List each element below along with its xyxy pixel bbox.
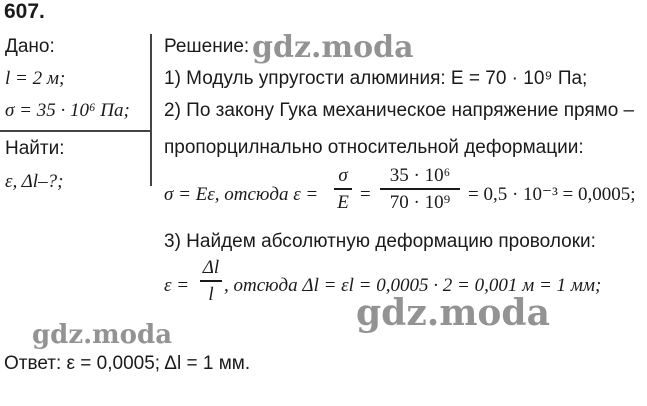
formula-2-right: , отсюда Δl = εl = 0,0005 · 2 = 0,001 м = 1 мм; xyxy=(224,275,602,296)
formula-1-fraction-2-numerator: 35 · 10⁶ xyxy=(389,165,451,186)
formula-1-fraction-1 xyxy=(334,166,352,212)
formula-1-right: = 0,5 · 10⁻³ = 0,0005; xyxy=(468,184,636,205)
solution-step-2-line-1: 2) По закону Гука механическое напряжение прямо – xyxy=(164,100,635,121)
watermark-logo: gdz.moda xyxy=(252,30,414,65)
formula-1-equals: = xyxy=(360,184,371,205)
formula-1-fraction-1-denominator: E xyxy=(337,191,349,213)
given-heading: Дано: xyxy=(5,36,55,57)
solution-heading: Решение: xyxy=(164,36,250,57)
formula-2-fraction-denominator: l xyxy=(208,283,214,305)
solution-step-3: 3) Найдем абсолютную деформацию проволоки: xyxy=(164,231,596,252)
fraction-bar xyxy=(200,280,222,282)
formula-1-fraction-2-denominator: 70 · 10⁹ xyxy=(389,191,451,213)
formula-2-fraction-numerator: Δl xyxy=(202,257,220,278)
watermark-logo: gdz.moda xyxy=(356,292,550,334)
solution-step-2-line-2: пропорцилнально относительной деформации: xyxy=(164,137,584,158)
given-stress: σ = 35 · 10⁶ Па; xyxy=(5,100,130,121)
answer-line: Ответ: ε = 0,0005; Δl = 1 мм. xyxy=(4,353,251,374)
given-divider-horizontal xyxy=(0,130,151,132)
watermark-logo: gdz.moda xyxy=(32,320,173,350)
formula-2-left: ε = xyxy=(164,275,190,296)
solution-step-1: 1) Модуль упругости алюминия: E = 70 · 10⁹ Па; xyxy=(164,68,588,89)
formula-1-left: σ = Eε, отсюда ε = xyxy=(164,184,319,205)
problem-number: 607. xyxy=(4,0,45,23)
formula-1-fraction-1-numerator: σ xyxy=(338,165,348,186)
fraction-bar xyxy=(380,188,460,190)
find-values: ε, Δl–?; xyxy=(5,171,64,192)
formula-2-fraction xyxy=(200,258,222,304)
given-length: l = 2 м; xyxy=(5,68,66,89)
formula-1-fraction-2 xyxy=(380,166,460,212)
given-divider-vertical xyxy=(150,34,152,186)
find-heading: Найти: xyxy=(5,138,65,159)
fraction-bar xyxy=(334,188,352,190)
